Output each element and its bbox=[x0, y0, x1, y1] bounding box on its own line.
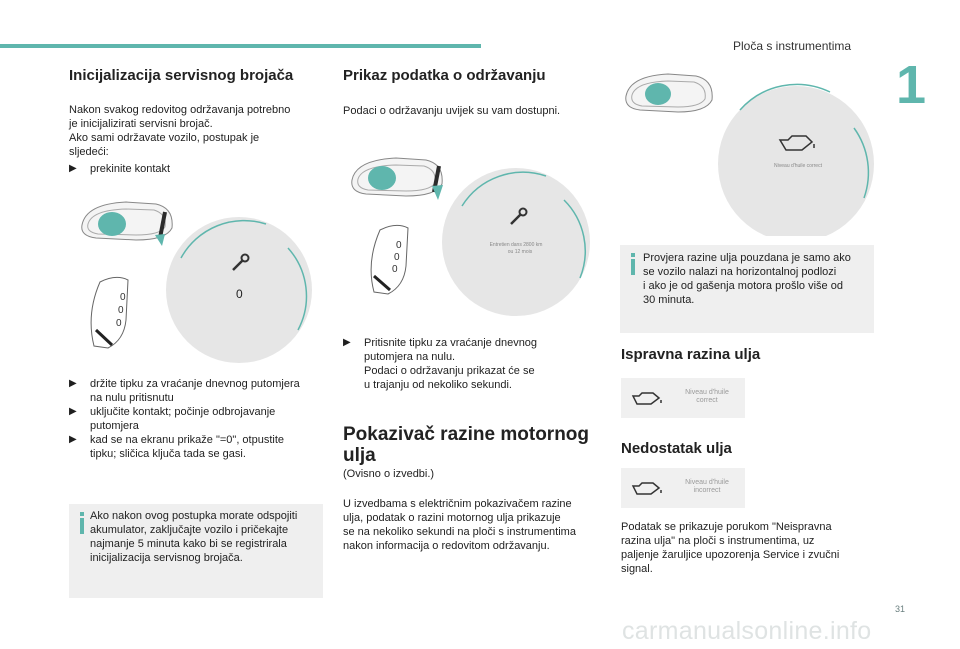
text-line: sljedeći: bbox=[69, 146, 109, 158]
trip-button-illustration bbox=[626, 74, 712, 112]
oil-level-incorrect-display bbox=[621, 468, 745, 508]
figure-dashboard-reset bbox=[66, 190, 336, 365]
info-icon bbox=[631, 259, 635, 275]
oil-status-label bbox=[677, 479, 737, 495]
bullet-icon: ▶ bbox=[69, 163, 77, 174]
text-line: uključite kontakt; počinje odbrojavanje bbox=[90, 406, 276, 418]
text-line: Podatak se prikazuje porukom "Neispravna bbox=[621, 521, 832, 533]
text-line: U izvedbama s električnim pokazivačem razine bbox=[343, 498, 572, 510]
text-line: Ako sami održavate vozilo, postupak je bbox=[69, 132, 260, 144]
list-item-text: prekinite kontakt bbox=[90, 163, 171, 175]
odo-digit: 0 bbox=[394, 252, 400, 263]
heading-service-reset: Inicijalizacija servisnog brojača bbox=[69, 67, 294, 84]
text-line: correct bbox=[696, 397, 718, 404]
info-note-oil-check bbox=[620, 245, 874, 333]
figure-maintenance-display bbox=[344, 148, 606, 320]
info-note-battery bbox=[69, 504, 323, 598]
display-value: 0 bbox=[236, 287, 243, 301]
steps-list bbox=[69, 377, 329, 461]
trip-button-illustration bbox=[82, 202, 172, 246]
list-item bbox=[69, 433, 329, 461]
text-line: na nulu pritisnutu bbox=[90, 392, 174, 404]
figure-oil-level-display bbox=[620, 68, 882, 236]
list-item bbox=[69, 405, 329, 433]
text-line: se na nekoliko sekundi na ploči s instrumentima bbox=[343, 526, 576, 538]
text-line: inicijalizacija servisnog brojača. bbox=[90, 552, 243, 564]
odo-digit: 0 bbox=[396, 240, 402, 251]
heading-correct-oil-level: Ispravna razina ulja bbox=[621, 346, 761, 363]
trip-button-illustration bbox=[352, 158, 443, 200]
text-line: 30 minuta. bbox=[643, 294, 695, 306]
page-number: 31 bbox=[895, 604, 906, 614]
text-line: i ako je od gašenja motora prošlo više od bbox=[643, 280, 843, 292]
dial-display bbox=[718, 84, 874, 236]
text-line: incorrect bbox=[693, 487, 721, 494]
text-line: Podaci o održavanju prikazat će se bbox=[364, 365, 535, 377]
oil-can-icon bbox=[631, 480, 665, 498]
text-line: Provjera razine ulja pouzdana je samo ako bbox=[643, 252, 851, 264]
heading-maintenance-info: Prikaz podatka o održavanju bbox=[343, 67, 546, 84]
oil-status-label bbox=[677, 389, 737, 405]
list-item bbox=[69, 377, 329, 405]
list-item bbox=[343, 336, 603, 392]
text-line: držite tipku za vraćanje dnevnog putomjera bbox=[90, 378, 300, 390]
text-line: je inicijalizirati servisni brojač. bbox=[69, 118, 213, 130]
display-text: Niveau d'huile correct bbox=[774, 163, 822, 169]
heading-line: Pokazivač razine motornog bbox=[343, 424, 590, 445]
dial-display bbox=[166, 217, 312, 363]
hand-illustration bbox=[91, 277, 128, 348]
note-text bbox=[643, 251, 871, 307]
paragraph-oil-indicator bbox=[343, 497, 576, 553]
note-text bbox=[90, 509, 318, 565]
display-text: ou 12 mois bbox=[507, 249, 533, 255]
text-line: se vozilo nalazi na horizontalnoj podlozi bbox=[643, 266, 837, 278]
text-line: akumulator, zaključajte vozilo i pričekajte bbox=[90, 524, 289, 536]
chapter-number: 1 bbox=[896, 55, 927, 115]
text-line: Pritisnite tipku za vraćanje dnevnog bbox=[364, 337, 538, 349]
header-accent-bar bbox=[0, 44, 481, 48]
text-line: razina ulja" na ploči s instrumentima, uz bbox=[621, 535, 815, 547]
text-line: najmanje 5 minuta kako bi se registrirala bbox=[90, 538, 287, 550]
text-line: ulja, podatak o razini motornog ulja prikazuje bbox=[343, 512, 561, 524]
odo-digit: 0 bbox=[118, 305, 124, 316]
list-item bbox=[69, 162, 170, 176]
paragraph-version: (Ovisno o izvedbi.) bbox=[343, 468, 435, 480]
bullet-icon: ▶ bbox=[69, 434, 77, 445]
text-line: u trajanju od nekoliko sekundi. bbox=[364, 379, 512, 391]
odo-digit: 0 bbox=[392, 264, 398, 275]
paragraph-intro bbox=[69, 103, 290, 159]
text-line: paljenje žaruljice upozorenja Service i zvučni bbox=[621, 549, 840, 561]
text-line: putomjera bbox=[90, 420, 139, 432]
heading-oil-level-indicator bbox=[343, 424, 589, 466]
info-icon bbox=[80, 518, 84, 534]
text-line: Niveau d'huile bbox=[685, 479, 729, 486]
heading-oil-shortage: Nedostatak ulja bbox=[621, 440, 732, 457]
intro-bullet-list bbox=[69, 162, 170, 176]
text-line: kad se na ekranu prikaže "=0", otpustite bbox=[90, 434, 285, 446]
paragraph-oil-shortage bbox=[621, 520, 839, 576]
text-line: signal. bbox=[621, 563, 653, 575]
bullet-icon: ▶ bbox=[343, 337, 351, 348]
oil-level-correct-display bbox=[621, 378, 745, 418]
maintenance-steps bbox=[343, 336, 603, 392]
text-line: Niveau d'huile bbox=[685, 389, 729, 396]
oil-can-icon bbox=[631, 390, 665, 408]
hand-illustration bbox=[371, 225, 408, 294]
text-line: Ako nakon ovog postupka morate odspojiti bbox=[90, 510, 298, 522]
text-line: tipku; sličica ključa tada se gasi. bbox=[90, 448, 246, 460]
chapter-title: Ploča s instrumentima bbox=[733, 39, 852, 53]
paragraph-maintenance: Podaci o održavanju uvijek su vam dostupni. bbox=[343, 105, 561, 117]
bullet-icon: ▶ bbox=[69, 406, 77, 417]
watermark: carmanualsonline.info bbox=[622, 617, 872, 645]
heading-line: ulja bbox=[343, 445, 376, 466]
display-text: Entretien dans 2800 km bbox=[489, 242, 543, 248]
odo-digit: 0 bbox=[120, 292, 126, 303]
bullet-icon: ▶ bbox=[69, 378, 77, 389]
text-line: Nakon svakog redovitog održavanja potrebno bbox=[69, 104, 291, 116]
text-line: nakon informacija o redovitom održavanju. bbox=[343, 540, 550, 552]
dial-display bbox=[442, 168, 590, 316]
odo-digit: 0 bbox=[116, 318, 122, 329]
text-line: putomjera na nulu. bbox=[364, 351, 456, 363]
